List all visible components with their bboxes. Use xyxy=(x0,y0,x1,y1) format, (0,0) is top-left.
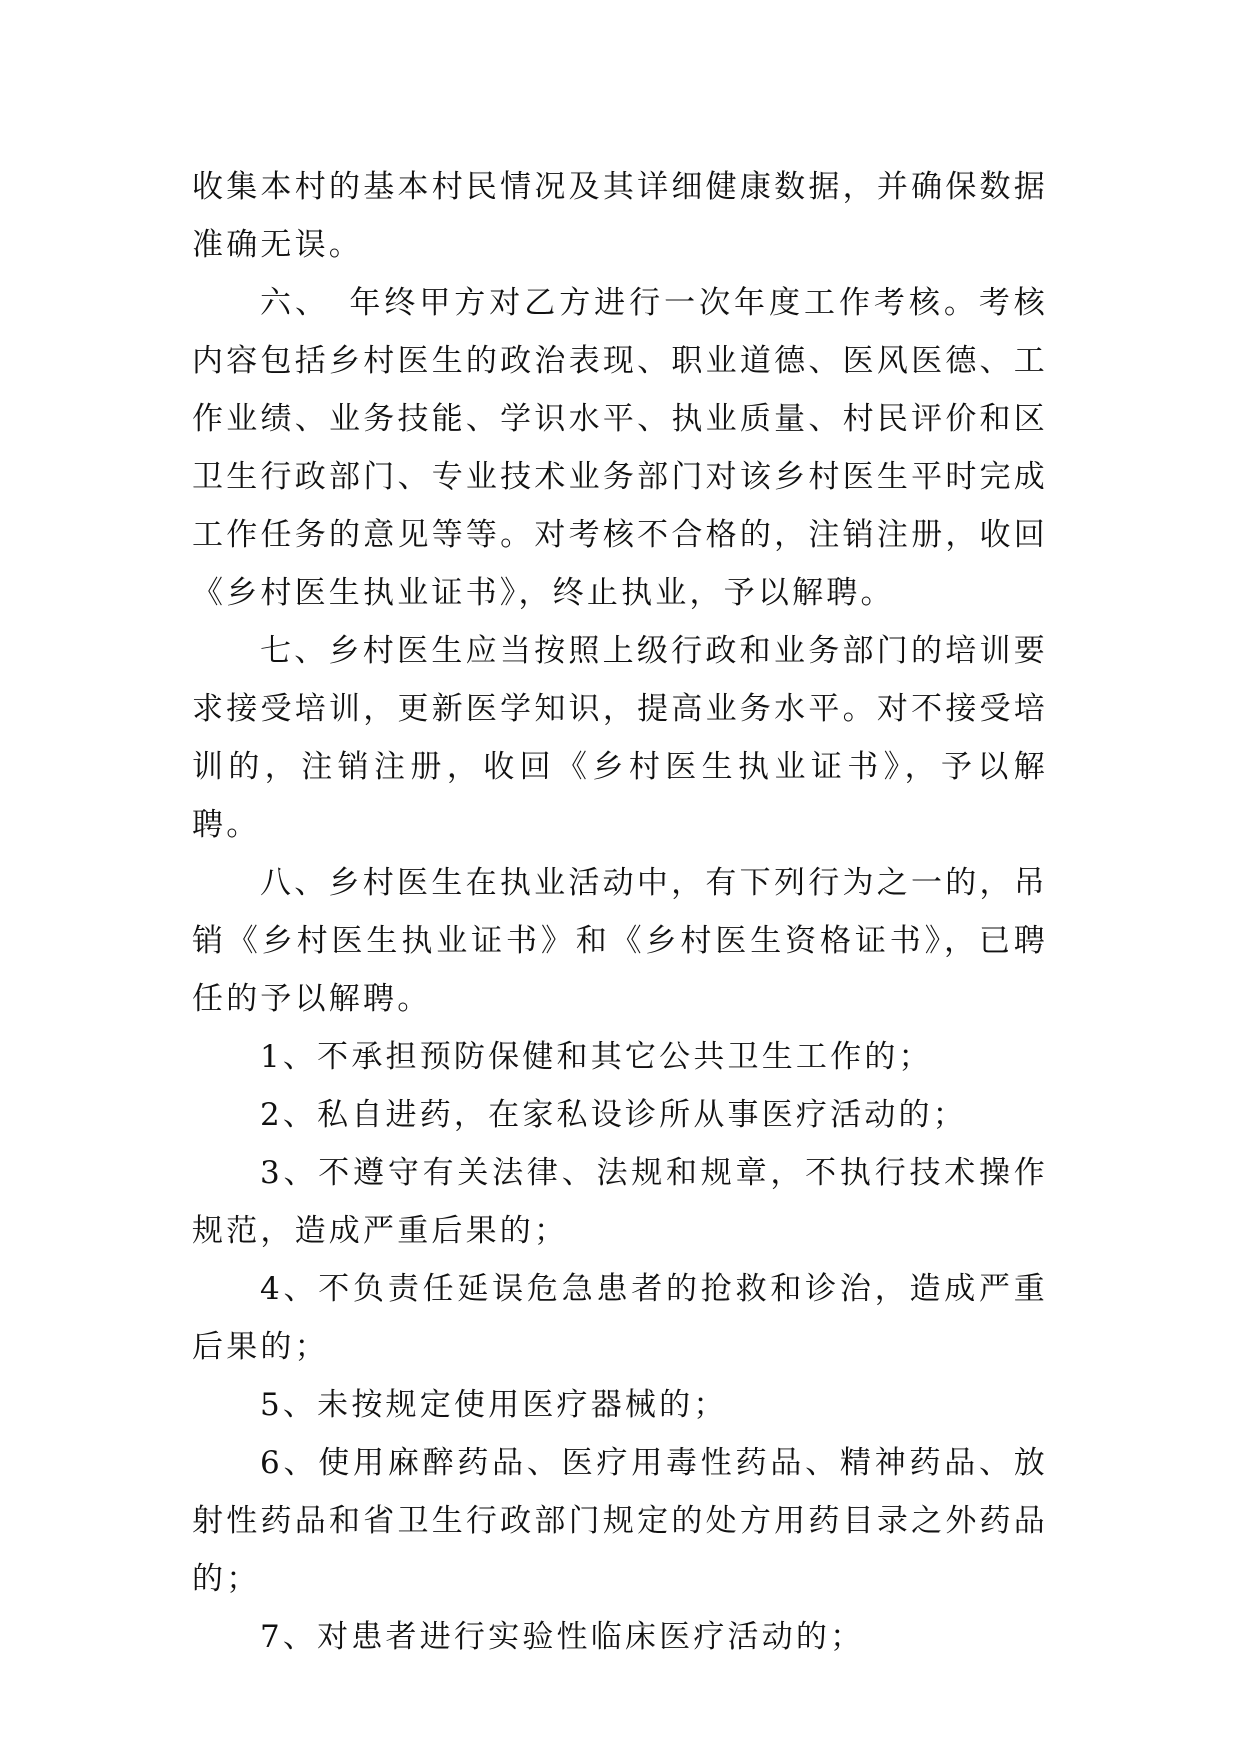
paragraph-continuation: 收集本村的基本村民情况及其详细健康数据，并确保数据准确无误。 xyxy=(192,169,1048,263)
list-item-3: 3、不遵守有关法律、法规和规章，不执行技术操作规范，造成严重后果的； xyxy=(192,1155,1048,1249)
paragraph-clause-6: 六、 年终甲方对乙方进行一次年度工作考核。考核内容包括乡村医生的政治表现、职业道德、医风医德、工作业绩、业务技能、学识水平、执业质量、村民评价和区卫生行政部门、专业技术业务部门对该乡村医生平时完成工作任务的意见等等。对考核不合格的，注销注册，收回《乡村医生执业证书》，终止执业，予以解聘。 xyxy=(192,285,1048,611)
list-item-1: 1、不承担预防保健和其它公共卫生工作的； xyxy=(260,1039,933,1075)
list-item-6: 6、使用麻醉药品、医疗用毒性药品、精神药品、放射性药品和省卫生行政部门规定的处方用药目录之外药品的； xyxy=(192,1445,1048,1597)
paragraph-clause-8: 八、乡村医生在执业活动中，有下列行为之一的，吊销《乡村医生执业证书》和《乡村医生资格证书》，已聘任的予以解聘。 xyxy=(192,865,1048,1017)
list-item-5: 5、未按规定使用医疗器械的； xyxy=(260,1387,728,1423)
document-body xyxy=(192,158,1048,1666)
list-item-7: 7、对患者进行实验性临床医疗活动的； xyxy=(260,1619,865,1655)
list-item-4: 4、不负责任延误危急患者的抢救和诊治，造成严重后果的； xyxy=(192,1271,1048,1365)
paragraph-clause-7: 七、乡村医生应当按照上级行政和业务部门的培训要求接受培训，更新医学知识，提高业务水平。对不接受培训的，注销注册，收回《乡村医生执业证书》，予以解聘。 xyxy=(192,633,1048,843)
list-item-2: 2、私自进药，在家私设诊所从事医疗活动的； xyxy=(260,1097,967,1133)
